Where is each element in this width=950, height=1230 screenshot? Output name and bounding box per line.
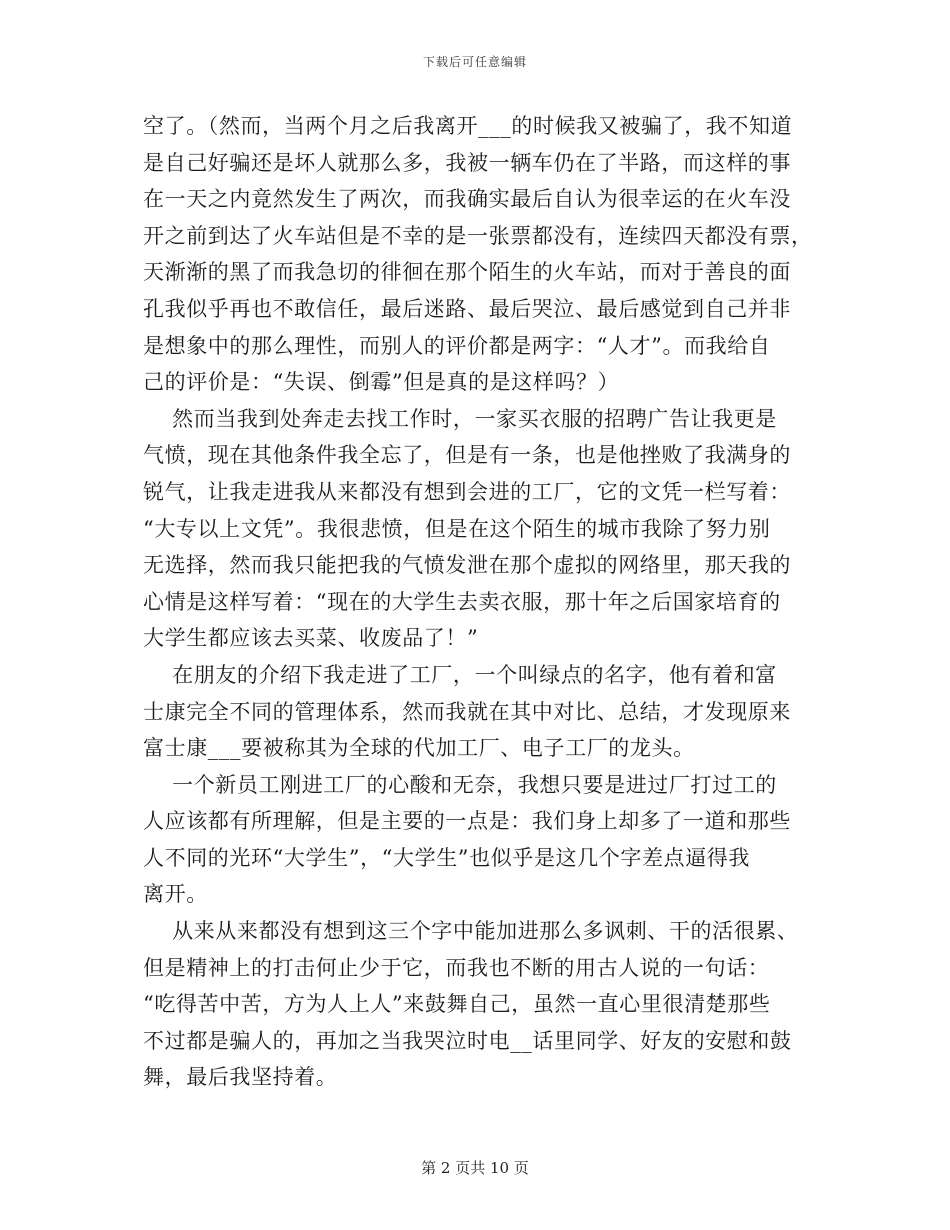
text-line: 天渐渐的黑了而我急切的徘徊在那个陌生的火车站，而对于善良的面: [143, 260, 791, 285]
text-line: 士康完全不同的管理体系，然而我就在其中对比、总结，才发现原来: [143, 699, 791, 724]
text-line: 心情是这样写着：“现在的大学生去卖衣服，那十年之后国家培育的: [143, 589, 781, 614]
paragraph-start-line: 从来从来都没有想到这三个字中能加进那么多讽刺、干的活很累、: [143, 919, 799, 944]
text-line: 孔我似乎再也不敢信任，最后迷路、最后哭泣、最后感觉到自己并非: [143, 296, 791, 321]
text-line: 空了。（然而，当两个月之后我离开___的时候我又被骗了，我不知道: [143, 114, 793, 138]
text-line: 己的评价是：“失误、倒霉”但是真的是这样吗？）: [143, 370, 620, 395]
page-header: 下载后可任意编辑: [422, 55, 527, 69]
text-line: 离开。: [143, 882, 208, 907]
text-line: 开之前到达了火车站但是不幸的是一张票都没有，连续四天都没有票，: [143, 223, 813, 248]
text-line: 不过都是骗人的，再加之当我哭泣时电__话里同学、好友的安慰和鼓: [143, 1028, 792, 1053]
text-line: 大学生都应该去买菜、收废品了！”: [143, 626, 479, 651]
text-line: 舞，最后我坚持着。: [143, 1065, 338, 1090]
text-line: “大专以上文凭”。我很悲愤，但是在这个陌生的城市我除了努力别: [143, 516, 771, 541]
text-line: 富士康___要被称其为全球的代加工厂、电子工厂的龙头。: [143, 736, 695, 761]
text-line: 人不同的光环“大学生”，“大学生”也似乎是这几个字差点逼得我: [143, 845, 750, 870]
text-line: 锐气，让我走进我从来都没有想到会进的工厂，它的文凭一栏写着：: [143, 479, 791, 504]
text-line: 气愤，现在其他条件我全忘了，但是有一条，也是他挫败了我满身的: [143, 443, 791, 468]
text-line: 是自己好骗还是坏人就那么多，我被一辆车仍在了半路，而这样的事: [143, 150, 791, 175]
paragraph-start-line: 然而当我到处奔走去找工作时，一家买衣服的招聘广告让我更是: [143, 406, 777, 431]
page-number: 第 2 页共 10 页: [421, 1159, 529, 1177]
document-body: [143, 108, 813, 1096]
text-line: 在一天之内竟然发生了两次，而我确实最后自认为很幸运的在火车没: [143, 187, 791, 212]
text-line: 无选择，然而我只能把我的气愤发泄在那个虚拟的网络里，那天我的: [143, 553, 791, 578]
paragraph-start-line: 一个新员工刚进工厂的心酸和无奈，我想只要是进过厂打过工的: [143, 772, 777, 797]
text-line: 是想象中的那么理性，而别人的评价都是两字：“人才”。而我给自: [143, 333, 771, 358]
text-line: 人应该都有所理解，但是主要的一点是：我们身上却多了一道和那些: [143, 809, 791, 834]
text-line: “吃得苦中苦，方为人上人”来鼓舞自己，虽然一直心里很清楚那些: [143, 992, 771, 1017]
paragraph-start-line: 在朋友的介绍下我走进了工厂，一个叫绿点的名字，他有着和富: [143, 662, 777, 687]
text-line: 但是精神上的打击何止少于它，而我也不断的用古人说的一句话：: [143, 955, 770, 980]
